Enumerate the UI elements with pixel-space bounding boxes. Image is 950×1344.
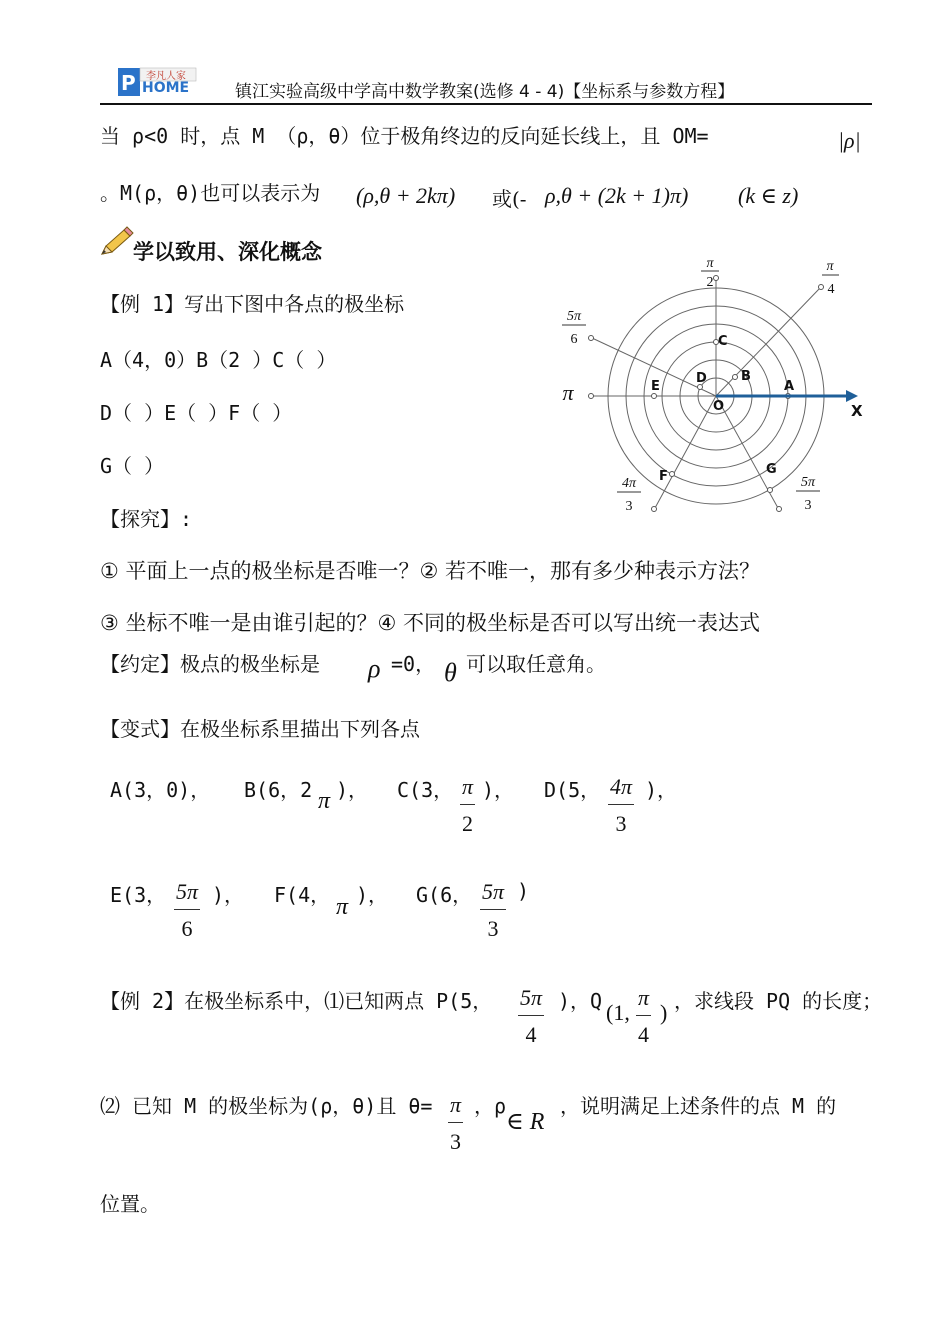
example2-part2-start: ⑵ 已知 M 的极坐标为(ρ，θ)且 θ= <box>100 1094 433 1118</box>
example1-row1: A（4，0）B（2 ）C（ ） <box>100 348 337 372</box>
variant-B-start: B(6，2 <box>244 778 313 802</box>
variant-D-start: D(5， <box>544 778 601 802</box>
label-pi: π <box>562 380 574 405</box>
x-axis-arrow <box>846 390 858 402</box>
example2-rho: ，ρ <box>474 1094 507 1118</box>
label-5pi-6-den: 6 <box>570 332 578 347</box>
point-F <box>670 472 675 477</box>
variant-B-end: )， <box>336 778 369 802</box>
variant-C-fraction: $\frac{\pi}{2}$ <box>462 774 474 836</box>
polar-diagram <box>550 250 870 529</box>
example2-last: 位置。 <box>100 1192 160 1216</box>
variant-D-end: )， <box>645 778 678 802</box>
label-4pi-3-den: 3 <box>625 499 633 514</box>
example2-part1-end: ，求线段 PQ 的长度； <box>674 989 883 1013</box>
label-F: F <box>659 469 668 484</box>
svg-text:P: P <box>121 71 136 95</box>
convention-end: 可以取任意角。 <box>466 652 606 676</box>
variant-A: A(3，0)， <box>110 778 211 802</box>
variant-G-fraction: $\frac{5\pi}{3}$ <box>482 879 505 941</box>
variant-E-start: E(3， <box>110 883 167 907</box>
label-5pi-3-num: 5π <box>800 475 816 490</box>
label-C: C <box>718 334 728 349</box>
label-pi-quarter-den: 4 <box>827 282 835 297</box>
label-pi-half-num: π <box>706 256 714 271</box>
explore-label: 【探究】: <box>100 507 193 531</box>
label-G: G <box>766 462 777 477</box>
label-B: B <box>741 369 751 384</box>
variant-C-end: )， <box>482 778 515 802</box>
ray-4pi-3 <box>655 396 716 508</box>
variant-C-start: C(3， <box>397 778 454 802</box>
example2-part2-end: ，说明满足上述条件的点 M 的 <box>560 1094 837 1118</box>
variant-F-end: )， <box>356 883 389 907</box>
convention-theta: θ <box>444 658 457 687</box>
label-x: X <box>851 402 863 420</box>
logo-top-text: 李凡人家 <box>146 71 186 82</box>
explore-q34: ③ 坐标不唯一是由谁引起的？④ 不同的极坐标是否可以写出统一表达式 <box>100 611 761 635</box>
example2-theta-fraction: $\frac{\pi}{3}$ <box>450 1092 462 1154</box>
label-D: D <box>696 371 707 386</box>
convention-label: 【约定】极点的极坐标是 <box>100 652 320 676</box>
formula-2: ρ,θ + (2k + 1)π) <box>545 183 689 208</box>
label-4pi-3-num: 4π <box>621 476 637 491</box>
header-title: 镇江实验高级中学高中数学教案(选修 4 - 4)【坐标系与参数方程】 <box>235 82 735 102</box>
variant-G-start: G(6， <box>416 883 473 907</box>
intro-line2: 。M(ρ，θ)也可以表示为 <box>100 181 321 205</box>
example2-in-R: ∈ R <box>506 1109 545 1135</box>
intro-line1: 当 ρ<0 时，点 M （ρ，θ）位于极角终边的反向延长线上，且 OM= <box>100 124 709 148</box>
or-text: 或(- <box>492 187 527 211</box>
example2-Q-open: (1, <box>606 1000 630 1025</box>
variant-G-end: ) <box>517 879 530 903</box>
label-E: E <box>651 379 660 394</box>
example1-row3: G（ ） <box>100 454 165 478</box>
formula-1: (ρ,θ + 2kπ) <box>356 183 456 208</box>
abs-rho: |ρ| <box>838 128 861 153</box>
label-A: A <box>784 379 795 394</box>
header-rule <box>100 103 872 105</box>
convention-eq: =0， <box>391 652 436 676</box>
point-E <box>652 394 657 399</box>
section-title: 学以致用、深化概念 <box>133 240 322 264</box>
label-5pi-3-den: 3 <box>804 498 812 513</box>
label-origin: O <box>713 399 725 414</box>
logo-bottom-text: HOME <box>142 80 190 96</box>
variant-label: 【变式】在极坐标系里描出下列各点 <box>100 717 420 741</box>
label-pi-quarter-num: π <box>826 259 834 274</box>
example2-P-fraction: $\frac{5\pi}{4}$ <box>520 985 543 1047</box>
example2-mid: )，Q <box>558 989 603 1013</box>
formula-3: (k ∈ z) <box>738 183 799 208</box>
label-5pi-6-num: 5π <box>566 309 582 324</box>
variant-F-pi: π <box>336 894 349 920</box>
label-pi-half-den: 2 <box>706 275 714 290</box>
point-G <box>768 488 773 493</box>
variant-E-fraction: $\frac{5\pi}{6}$ <box>176 879 199 941</box>
variant-D-fraction: $\frac{4\pi}{3}$ <box>610 774 633 836</box>
example2-Q-fraction: $\frac{\pi}{4}$ <box>638 985 650 1047</box>
variant-B-pi: π <box>318 788 331 814</box>
explore-q12: ① 平面上一点的极坐标是否唯一？② 若不唯一，那有多少种表示方法？ <box>100 559 761 583</box>
variant-F-start: F(4， <box>274 883 331 907</box>
example1-row2: D（ ）E（ ）F（ ） <box>100 401 293 425</box>
example2-part1-start: 【例 2】在极坐标系中，⑴已知两点 P(5， <box>100 989 493 1013</box>
point-B <box>733 375 738 380</box>
example1-label: 【例 1】写出下图中各点的极坐标 <box>100 292 405 316</box>
convention-rho: ρ <box>368 654 381 683</box>
pencil-icon <box>98 226 134 262</box>
variant-E-end: )， <box>212 883 245 907</box>
example2-Q-close: ) <box>660 1000 668 1025</box>
